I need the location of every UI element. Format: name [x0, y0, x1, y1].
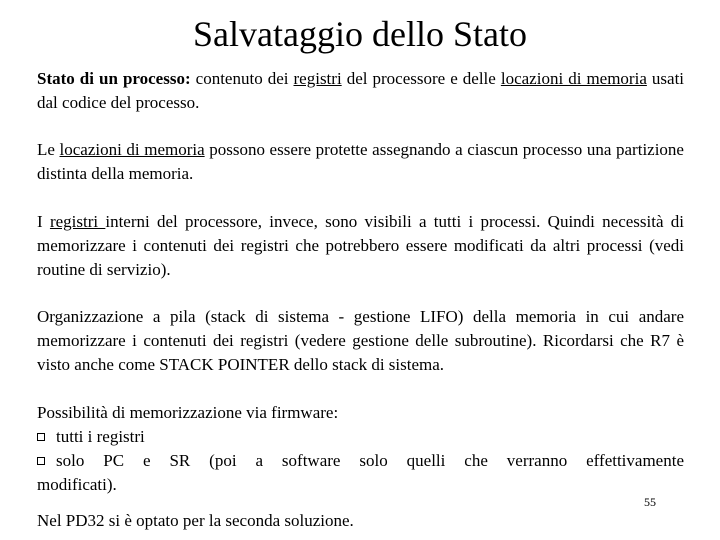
slide-title: Salvataggio dello Stato [193, 14, 527, 54]
term-registers: registri [293, 69, 342, 88]
square-bullet-icon [37, 457, 45, 465]
list-item [37, 425, 684, 449]
text-segment: possono essere protette assegnando a ciascun processo una partizione distinta della memoria. [37, 140, 684, 183]
conclusion-text: Nel PD32 si è optato per la seconda soluzione. [37, 511, 354, 530]
term-memory-locations: locazioni di memoria [500, 69, 647, 88]
page-number: 55 [644, 495, 656, 509]
text-segment: contenuto dei [190, 69, 294, 88]
options-intro: Possibilità di memorizzazione via firmware: [37, 403, 339, 422]
paragraph-process-state [37, 67, 684, 115]
list-item-text: solo PC e SR (poi a software solo quelli che verranno effettivamente [56, 451, 684, 470]
text-segment: usati dal codice del processo. [37, 69, 685, 112]
term-memory-locations: locazioni di memoria [59, 140, 205, 159]
term-registers: registri [49, 212, 106, 231]
paragraph-registers-visibility [37, 210, 684, 282]
square-bullet-icon [37, 433, 45, 441]
term-process-state: Stato di un processo: [37, 69, 191, 88]
list-item-text: tutti i registri [56, 427, 145, 446]
text-segment: I [37, 212, 50, 231]
text-segment: Le [37, 140, 60, 159]
paragraph-memory-protection [37, 138, 684, 186]
text-segment: interni del processore, invece, sono visibili a tutti i processi. Quindi necessità di memorizzare i contenuti dei registri che potrebbero essere modificati da altri processi (vedi routine di servizio). [37, 212, 684, 279]
paragraph-firmware-options [37, 401, 684, 497]
list-item [37, 449, 684, 473]
text-segment: del processore e delle [341, 69, 501, 88]
paragraph-stack-organization: Organizzazione a pila (stack di sistema - gestione LIFO) della memoria in cui andare memorizzare i contenuti dei registri (vedere gestione delle subroutine). Ricordarsi che R7 è visto anche come STACK POINTER dello stack di sistema. [37, 307, 684, 374]
list-item-continuation: modificati). [37, 475, 117, 494]
